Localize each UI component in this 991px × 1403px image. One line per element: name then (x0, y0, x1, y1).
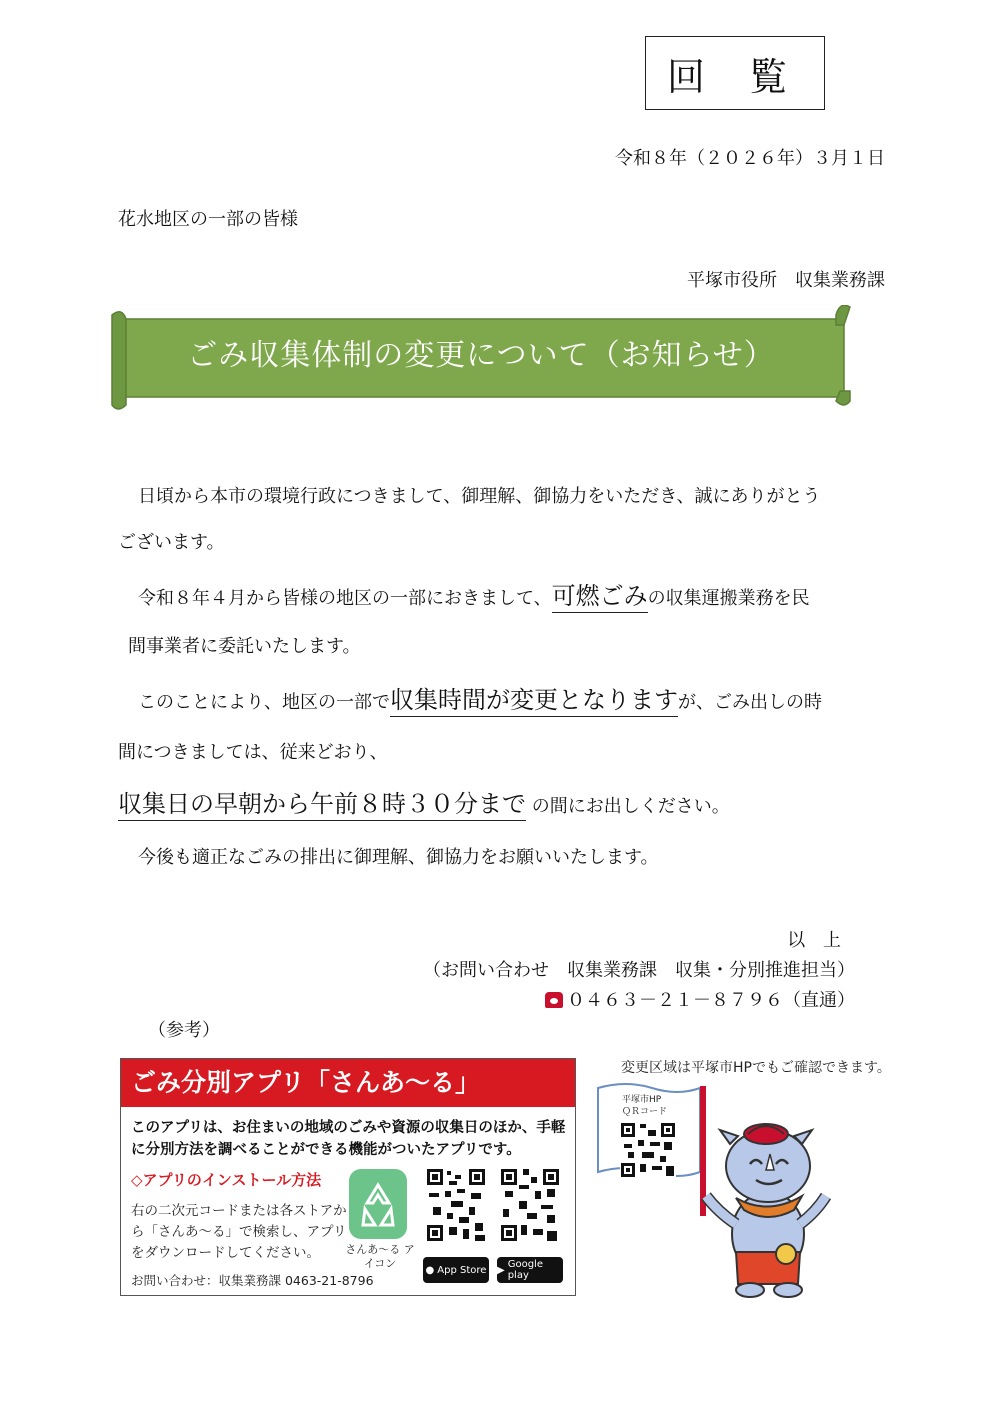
google-play-label: Google play (507, 1259, 543, 1281)
body-p3-line1 (138, 680, 822, 715)
install-steps: 右の二次元コードまたは各ストアから「さんあ〜る」で検索し、アプリをダウンロードしてください。 (131, 1203, 347, 1261)
body-p5-line: 今後も適正なごみの排出に御理解、御協力をお願いいたします。 (138, 847, 659, 868)
app-info-card (120, 1058, 576, 1296)
telephone-icon (545, 992, 563, 1008)
play-icon: ▶ (497, 1264, 505, 1276)
hp-note: 変更区域は平塚市HPでもご確認できます。 (621, 1060, 891, 1076)
app-description: このアプリは、お住まいの地域のごみや資源の収集日のほか、手軽に分別方法を調べることができる機能がついたアプリです。 (131, 1120, 566, 1158)
closing-mark: 以 上 (787, 930, 847, 951)
emphasis-deadline: 収集日の早朝から午前８時３０分まで (118, 790, 526, 821)
body-p2-pre: 令和８年４月から皆様の地区の一部におきまして、 (138, 588, 552, 609)
install-heading: ◇アプリのインストール方法 (131, 1171, 322, 1189)
circulation-label: 回 覧 (666, 54, 804, 99)
emphasis-burnable-waste: 可燃ごみ (552, 582, 648, 613)
reference-label: （参考） (148, 1020, 220, 1041)
app-icon-label: さんあ〜る アイコン (345, 1243, 415, 1270)
notice-date: 令和８年（２０２６年）３月１日 (615, 148, 885, 169)
contact-line: （お問い合わせ 収集業務課 収集・分別推進担当） (423, 960, 855, 981)
addressee: 花水地区の一部の皆様 (118, 209, 298, 230)
body-p4-line (118, 784, 730, 819)
hp-qr-code[interactable] (620, 1122, 676, 1178)
body-p2-post: の収集運搬業務を民 (647, 588, 810, 609)
app-contact: お問い合わせ：収集業務課 0463-21-8796 (131, 1273, 374, 1288)
mascot-rhino-illustration (690, 1084, 840, 1304)
phone-line (545, 986, 855, 1012)
phone-number: ０４６３－２１－８７９６（直通） (567, 990, 855, 1011)
google-play-badge[interactable] (497, 1257, 563, 1283)
flag-line1: 平塚市HP (622, 1095, 662, 1105)
app-store-label: App Store (437, 1264, 487, 1276)
notice-title: ごみ収集体制の変更について（お知らせ） (187, 338, 775, 373)
body-p2-line1 (138, 576, 810, 611)
flag-line2: ＱＲコード (622, 1107, 668, 1117)
app-store-badge[interactable] (423, 1257, 489, 1283)
body-p4-post: の間にお出しください。 (526, 796, 730, 817)
body-p1-line2: ございます。 (118, 532, 225, 553)
apple-icon: ● (425, 1264, 435, 1276)
sender: 平塚市役所 収集業務課 (687, 270, 885, 291)
emphasis-time-change: 収集時間が変更となります (390, 686, 678, 717)
body-p3-pre: このことにより、地区の一部で (138, 692, 390, 713)
body-p3-post: が、ごみ出しの時 (678, 692, 822, 713)
recycle-app-icon (349, 1169, 407, 1239)
body-p3-line2: 間につきましては、従来どおり、 (118, 742, 388, 763)
google-play-qr-code[interactable] (499, 1167, 561, 1243)
circulation-stamp (645, 36, 825, 110)
body-p1-line1: 日頃から本市の環境行政につきまして、御理解、御協力をいただき、誠にありがとう (138, 486, 821, 507)
body-p2-line2: 間事業者に委託いたします。 (128, 636, 361, 657)
flag-caption (622, 1094, 667, 1118)
app-store-qr-code[interactable] (425, 1167, 487, 1243)
app-card-title: ごみ分別アプリ「さんあ〜る」 (121, 1059, 575, 1107)
